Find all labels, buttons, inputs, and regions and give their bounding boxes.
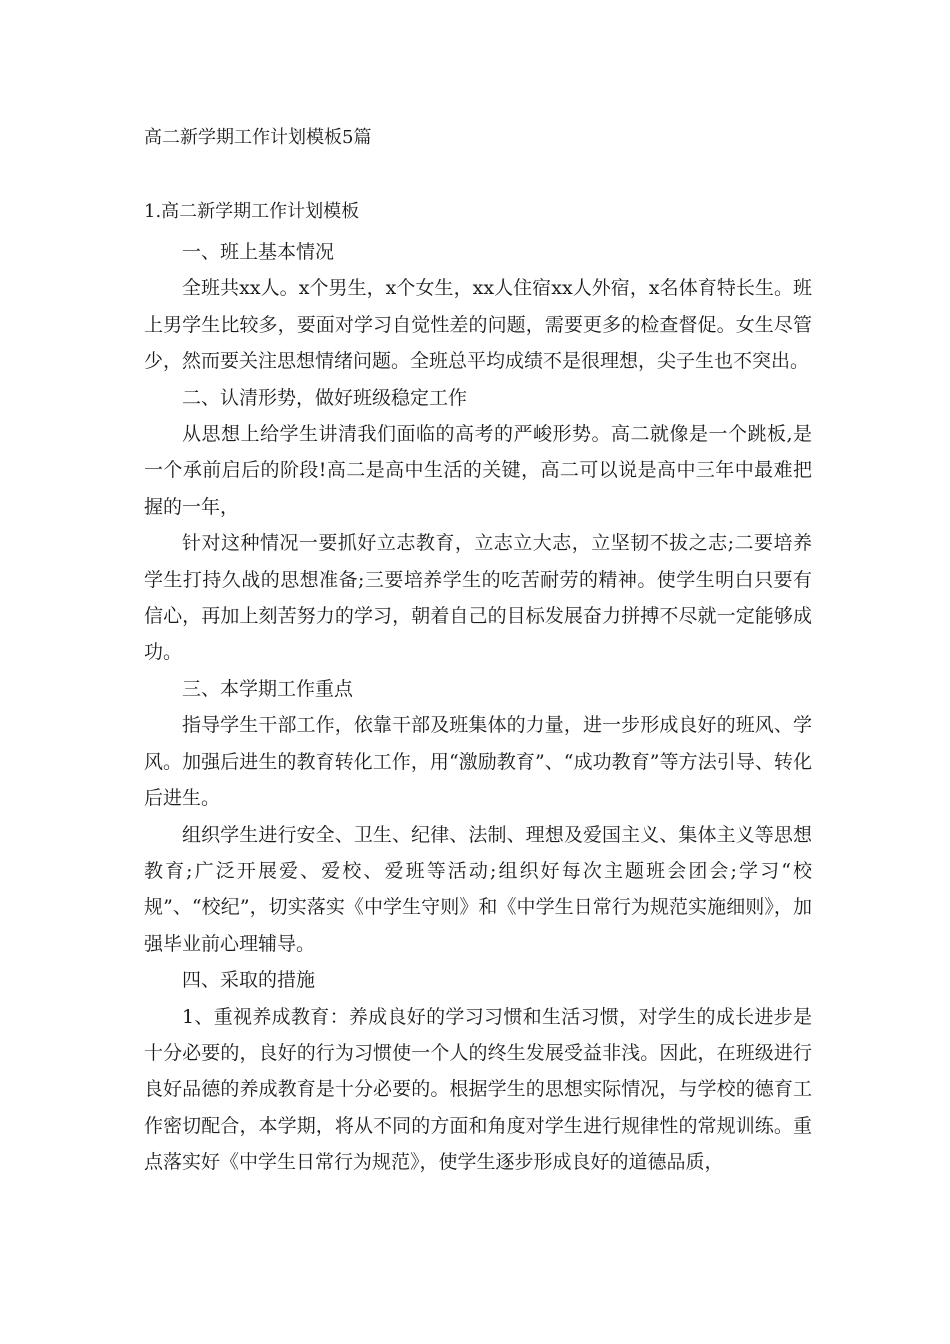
- body-paragraph: 组织学生进行安全、卫生、纪律、法制、理想及爱国主义、集体主义等思想教育;广泛开展爱、爱校、爱班等活动;组织好每次主题班会团会;学习“校规”、“校纪”，切实落实《中学生守则》和《中学生日常行为规范实施细则》，加强毕业前心理辅导。: [144, 823, 812, 955]
- subsection-heading: 一、班上基本情况: [182, 241, 335, 263]
- document-body: [144, 234, 812, 1181]
- section-title: 1.高二新学期工作计划模板: [144, 201, 360, 222]
- body-paragraph: 从思想上给学生讲清我们面临的高考的严峻形势。高二就像是一个跳板,是一个承前启后的阶段!高二是高中生活的关键，高二可以说是高中三年中最难把握的一年，: [144, 423, 812, 518]
- document-title: 高二新学期工作计划模板5篇: [144, 127, 372, 148]
- body-paragraph: 1、重视养成教育：养成良好的学习习惯和生活习惯，对学生的成长进步是十分必要的，良好的行为习惯使一个人的终生发展受益非浅。因此，在班级进行良好品德的养成教育是十分必要的。根据学生的思想实际情况，与学校的德育工作密切配合，本学期，将从不同的方面和角度对学生进行规律性的常规训练。重点落实好《中学生日常行为规范》，使学生逐步形成良好的道德品质，: [144, 1005, 812, 1174]
- body-paragraph: 指导学生干部工作，依靠干部及班集体的力量，进一步形成良好的班风、学风。加强后进生的教育转化工作，用“激励教育”、“成功教育”等方法引导、转化后进生。: [144, 714, 812, 810]
- subsection-heading: 四、采取的措施: [182, 969, 316, 992]
- body-paragraph: 全班共xx人。x个男生，x个女生，xx人住宿xx人外宿，x名体育特长生。班上男学生比较多，要面对学习自觉性差的问题，需要更多的检查督促。女生尽管少，然而要关注思想情绪问题。全班总平均成绩不是很理想，尖子生也不突出。: [144, 277, 812, 373]
- body-paragraph: 针对这种情况一要抓好立志教育，立志立大志，立坚韧不拔之志;二要培养学生打持久战的思想准备;三要培养学生的吃苦耐劳的精神。使学生明白只要有信心，再加上刻苦努力的学习，朝着自己的目标发展奋力拼搏不尽就一定能够成功。: [144, 532, 812, 664]
- subsection-heading: 二、认清形势，做好班级稳定工作: [182, 386, 468, 409]
- subsection-heading: 三、本学期工作重点: [182, 677, 354, 700]
